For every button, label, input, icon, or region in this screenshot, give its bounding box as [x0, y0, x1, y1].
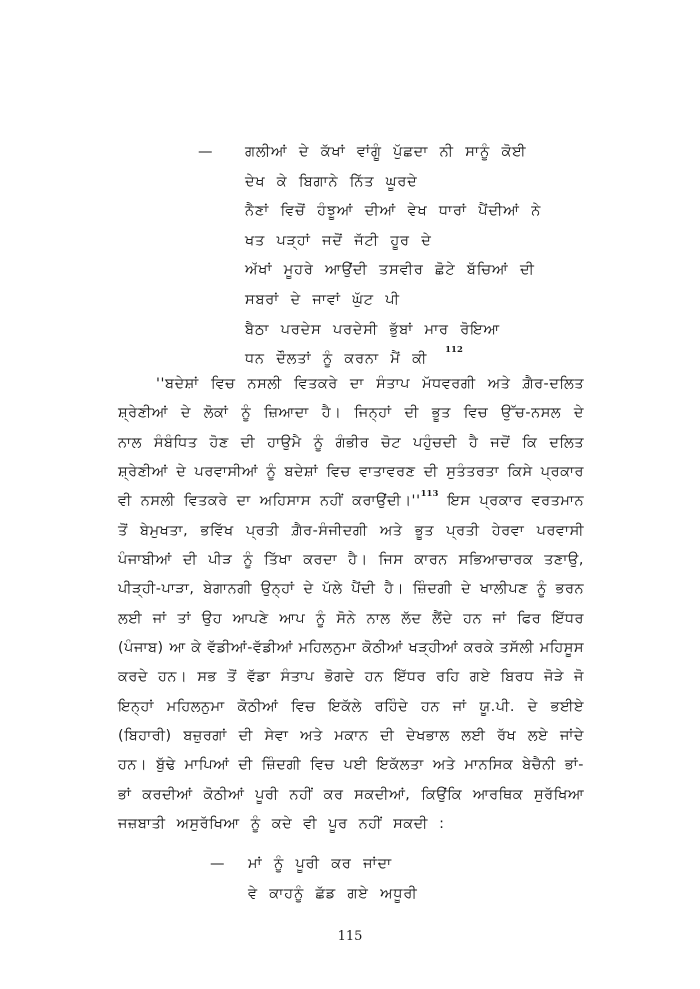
paragraph-line: ਤੋਂ ਬੇਮੁਖਤਾ, ਭਵਿੱਖ ਪ੍ਰਤੀ ਗ਼ੈਰ-ਸੰਜੀਦਗੀ ਅਤੇ ਭੂਤ ਪ੍ਰਤੀ ਹੇਰਵਾ ਪਰਵਾਸੀ	[118, 522, 584, 539]
verse-line: ਨੈਣਾਂ ਵਿਚੋਂ ਹੰਝੂਆਂ ਦੀਆਂ ਵੇਖ ਧਾਰਾਂ ਪੈਂਦੀਆਂ ਨੇ	[245, 203, 542, 220]
verse-quote-2	[210, 850, 418, 909]
paragraph-line: ਹਨ। ਬੁੱਢੇ ਮਾਪਿਆਂ ਦੀ ਜ਼ਿੰਦਗੀ ਵਿਚ ਪਈ ਇਕੱਲਤਾ ਅਤੇ ਮਾਨਸਿਕ ਬੇਚੈਨੀ ਭਾਂ-	[118, 757, 584, 774]
verse-line: ਖਤ ਪੜ੍ਹਾਂ ਜਦੋਂ ਜੱਟੀ ਹੂਰ ਦੇ	[245, 232, 432, 249]
paragraph-line: ਪੀੜ੍ਹੀ-ਪਾੜਾ, ਬੇਗਾਨਗੀ ਉਨ੍ਹਾਂ ਦੇ ਪੱਲੇ ਪੈਂਦੀ ਹੈ। ਜ਼ਿੰਦਗੀ ਦੇ ਖਾਲੀਪਣ ਨੂੰ ਭਰਨ	[118, 581, 584, 598]
verse-line: — ਗਲੀਆਂ ਦੇ ਕੱਖਾਂ ਵਾਂਗੂੰ ਪੁੱਛਦਾ ਨੀ ਸਾਨੂੰ ਕੋਈ	[198, 138, 541, 168]
verse-line: ਸਬਰਾਂ ਦੇ ਜਾਵਾਂ ਘੁੱਟ ਪੀ	[245, 291, 400, 308]
paragraph-line: ਸ਼੍ਰੇਣੀਆਂ ਦੇ ਲੋਕਾਂ ਨੂੰ ਜ਼ਿਆਦਾ ਹੈ। ਜਿਨ੍ਹਾਂ ਦੀ ਭੂਤ ਵਿਚ ਉੱਚ-ਨਸਲ ਦੇ	[118, 405, 584, 422]
paragraph-line: ''ਬਦੇਸ਼ਾਂ ਵਿਚ ਨਸਲੀ ਵਿਤਕਰੇ ਦਾ ਸੰਤਾਪ ਮੱਧਵਰਗੀ ਅਤੇ ਗ਼ੈਰ-ਦਲਿਤ	[156, 376, 584, 392]
paragraph-line: ਕਰਦੇ ਹਨ। ਸਭ ਤੋਂ ਵੱਡਾ ਸੰਤਾਪ ਭੋਗਦੇ ਹਨ ਇੱਧਰ ਰਹਿ ਗਏ ਬਿਰਧ ਜੋੜੇ ਜੋ	[118, 669, 584, 686]
verse-line: ਦੇਖ ਕੇ ਬਿਗਾਨੇ ਨਿੱਤ ਘੂਰਦੇ	[245, 173, 418, 190]
verse-quote-1	[198, 138, 541, 375]
verse-line: — ਮਾਂ ਨੂੰ ਪੂਰੀ ਕਰ ਜਾਂਦਾ	[210, 850, 418, 880]
paragraph-line: ਸ਼੍ਰੇਣੀਆਂ ਦੇ ਪਰਵਾਸੀਆਂ ਨੂੰ ਬਦੇਸ਼ਾਂ ਵਿਚ ਵਾਤਾਵਰਣ ਦੀ ਸੁਤੰਤਰਤਾ ਕਿਸੇ ਪ੍ਰਕਾਰ	[118, 464, 584, 481]
paragraph-line: ਪੰਜਾਬੀਆਂ ਦੀ ਪੀੜ ਨੂੰ ਤਿੱਖਾ ਕਰਦਾ ਹੈ। ਜਿਸ ਕਾਰਨ ਸਭਿਆਚਾਰਕ ਤਣਾਉ,	[118, 552, 584, 569]
paragraph-line: ਨਾਲ ਸੰਬੰਧਿਤ ਹੋਣ ਦੀ ਹਾਉਮੈ ਨੂੰ ਗੰਭੀਰ ਚੋਟ ਪਹੁੰਚਦੀ ਹੈ ਜਦੋਂ ਕਿ ਦਲਿਤ	[118, 434, 584, 451]
footnote-ref-112: 112	[445, 345, 463, 356]
verse-line: ਅੱਖਾਂ ਮੂਹਰੇ ਆਉਂਦੀ ਤਸਵੀਰ ਛੋਟੇ ਬੱਚਿਆਂ ਦੀ	[245, 262, 535, 279]
paragraph-line: (ਬਿਹਾਰੀ) ਬਜ਼ੁਰਗਾਂ ਦੀ ਸੇਵਾ ਅਤੇ ਮਕਾਨ ਦੀ ਦੇਖਭਾਲ ਲਈ ਰੱਖ ਲਏ ਜਾਂਦੇ	[118, 728, 584, 745]
em-dash: —	[198, 144, 214, 160]
verse-line: ਬੈਠਾ ਪਰਦੇਸ ਪਰਦੇਸੀ ਭੁੱਬਾਂ ਮਾਰ ਰੋਇਆ	[245, 321, 501, 338]
paragraph-line: ਇਨ੍ਹਾਂ ਮਹਿਲਨੁਮਾ ਕੋਠੀਆਂ ਵਿਚ ਇਕੱਲੇ ਰਹਿੰਦੇ ਹਨ ਜਾਂ ਯੂ.ਪੀ. ਦੇ ਭਈਏ	[118, 698, 584, 715]
em-dash: —	[210, 856, 226, 872]
verse-line: ਧਨ ਦੌਲਤਾਂ ਨੂੰ ਕਰਨਾ ਮੈਂ ਕੀ$^{112}$	[245, 345, 463, 368]
footnote-ref-113: 113	[420, 489, 439, 500]
verse-line: ਵੇ ਕਾਹਨੂੰ ਛੱਡ ਗਏ ਅਧੂਰੀ	[248, 885, 418, 902]
body-paragraph	[118, 370, 584, 840]
paragraph-line: ਭਾਂ ਕਰਦੀਆਂ ਕੋਠੀਆਂ ਪੂਰੀ ਨਹੀਂ ਕਰ ਸਕਦੀਆਂ, ਕਿਉਂਕਿ ਆਰਥਿਕ ਸੁਰੱਖਿਆ	[118, 786, 584, 803]
paragraph-line: ਲਈ ਜਾਂ ਤਾਂ ਉਹ ਆਪਣੇ ਆਪ ਨੂੰ ਸੋਨੇ ਨਾਲ ਲੱਦ ਲੈਂਦੇ ਹਨ ਜਾਂ ਫਿਰ ਇੱਧਰ	[118, 610, 584, 627]
paragraph-line: (ਪੰਜਾਬ) ਆ ਕੇ ਵੱਡੀਆਂ-ਵੱਡੀਆਂ ਮਹਿਲਨੁਮਾ ਕੋਠੀਆਂ ਖੜ੍ਹੀਆਂ ਕਰਕੇ ਤਸੱਲੀ ਮਹਿਸੂਸ	[118, 640, 584, 657]
paragraph-line: ਜਜ਼ਬਾਤੀ ਅਸੁਰੱਖਿਆ ਨੂੰ ਕਦੇ ਵੀ ਪੂਰ ਨਹੀਂ ਸਕਦੀ :	[118, 816, 445, 833]
page-number: 115	[337, 929, 363, 944]
paragraph-line: ਵੀ ਨਸਲੀ ਵਿਤਕਰੇ ਦਾ ਅਹਿਸਾਸ ਨਹੀਂ $ਕਰਾਉਂਦੀ।''^{113}$ ਇਸ ਪ੍ਰਕਾਰ ਵਰਤਮਾਨ	[118, 489, 584, 510]
